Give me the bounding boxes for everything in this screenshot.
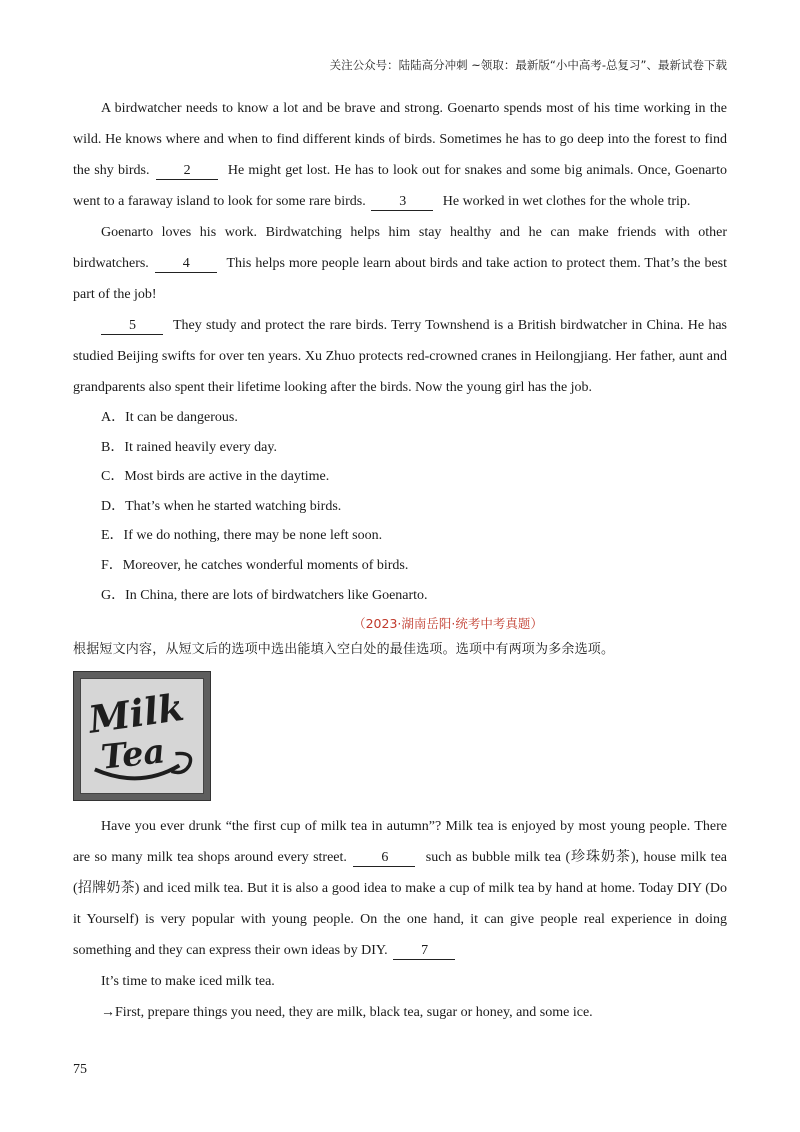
page-content	[73, 93, 727, 1028]
blank-3: 3	[371, 193, 433, 211]
passage2-p1-text-b: such as bubble milk tea (珍珠奶茶), house milk tea (招牌奶茶) and iced milk tea. But it is also a good idea to make a cup of milk tea by hand at home. Today DIY (Do it Yourself) is very popular with young people. On the one hand, it can give people real experience in doing something and they can express their own ideas by DIY.	[73, 850, 727, 959]
passage2-paragraph3: →First, prepare things you need, they are milk, black tea, sugar or honey, and some ice.	[101, 1005, 593, 1021]
page-number: 75	[73, 1062, 87, 1077]
passage1-p2-text-a: Goenarto loves his work. Birdwatching helps him stay healthy and he can make friends with other birdwatchers.	[73, 225, 727, 271]
logo-word-milk: Milk	[85, 685, 187, 742]
option-d: D．That’s when he started watching birds.	[101, 498, 342, 514]
option-c: C．Most birds are active in the daytime.	[101, 469, 330, 485]
option-b: B．It rained heavily every day.	[101, 439, 277, 455]
blank-6: 6	[353, 849, 415, 867]
passage1-paragraph2	[73, 217, 727, 310]
milk-tea-logo-icon	[81, 679, 203, 793]
option-f: F．Moreover, he catches wonderful moments of birds.	[101, 557, 409, 573]
option-e: E．If we do nothing, there may be none left soon.	[101, 528, 383, 544]
passage2-p1-text-a: Have you ever drunk “the first cup of milk tea in autumn”? Milk tea is enjoyed by most young people. There are so many milk tea shops around every street.	[73, 819, 727, 866]
instruction-text: 根据短文内容，从短文后的选项中选出能填入空白处的最佳选项。选项中有两项为多余选项。	[73, 642, 615, 658]
option-g: G．In China, there are lots of birdwatchers like Goenarto.	[101, 587, 428, 603]
passage1-paragraph1	[73, 93, 727, 217]
page-header: 关注公众号：陆陆高分冲刺 ~领取：最新版“小中高考-总复习”、最新试卷下载	[329, 58, 727, 72]
passage1-p1-text-c: He worked in wet clothes for the whole trip.	[439, 194, 691, 209]
blank-7: 7	[393, 942, 455, 960]
blank-5: 5	[101, 317, 163, 335]
passage2-paragraph1	[73, 811, 727, 966]
passage1-paragraph3	[73, 310, 727, 403]
blank-4: 4	[155, 255, 217, 273]
passage1-p2-text-b: This helps more people learn about birds and take action to protect them. That’s the best part of the job!	[73, 256, 727, 302]
logo-word-tea: Tea	[99, 731, 167, 777]
milk-tea-logo-image	[73, 671, 211, 801]
options-list	[73, 403, 727, 610]
passage1-p3-text-a: They study and protect the rare birds. Terry Townshend is a British birdwatcher in China. He has studied Beijing swifts for over ten years. Xu Zhuo protects red-crowned cranes in Heilongjiang. Her father, aunt and grandparents also spent their lifetime looking after the birds. Now the young girl has the job.	[73, 318, 727, 395]
passage1-p1-text-a: A birdwatcher needs to know a lot and be brave and strong. Goenarto spends most of his time working in the wild. He knows where and when to find different kinds of birds. Sometimes he has to go deep into the forest to find the shy birds.	[73, 101, 727, 178]
passage2-paragraph2: It’s time to make iced milk tea.	[101, 974, 275, 990]
passage1-p1-text-b: He might get lost. He has to look out for snakes and some big animals. Once, Goenarto went to a faraway island to look for some rare birds.	[73, 163, 727, 209]
option-a: A．It can be dangerous.	[101, 410, 238, 425]
exam-source: （2023·湖南岳阳·统考中考真题）	[353, 616, 543, 632]
blank-2: 2	[156, 162, 218, 180]
